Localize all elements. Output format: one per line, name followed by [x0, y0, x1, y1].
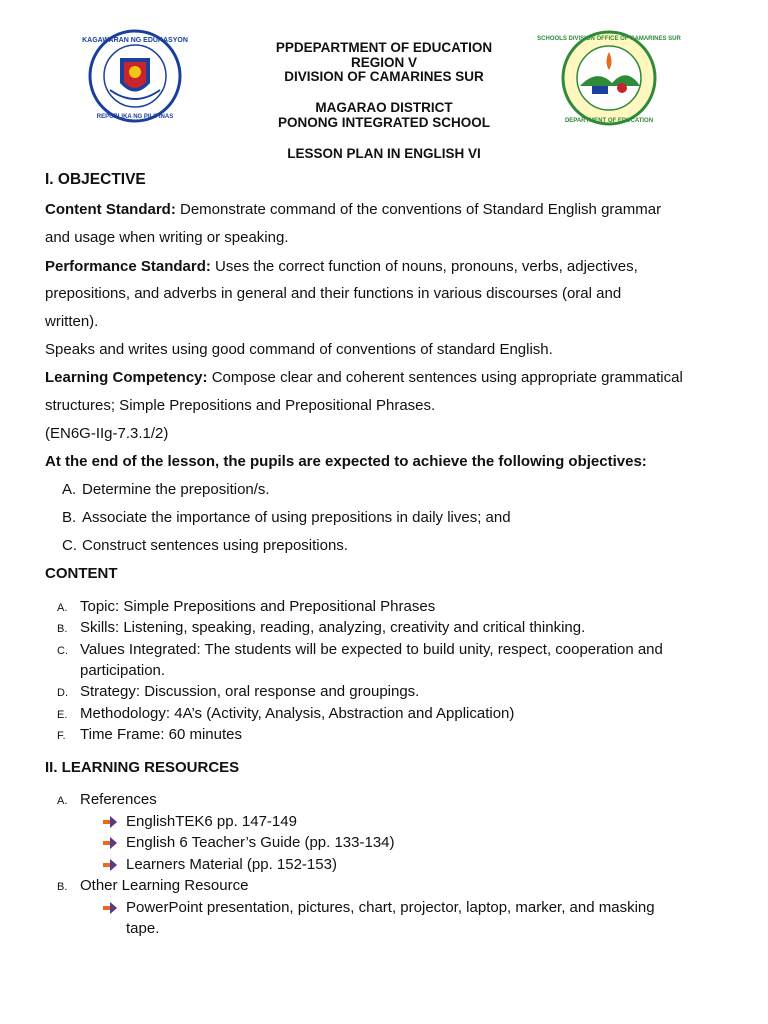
list-text: Skills: Listening, speaking, reading, analyzing, creativity and critical thinking. — [80, 619, 586, 636]
list-letter: F. — [57, 730, 66, 742]
header-region: REGION V — [350, 55, 417, 70]
header-school: PONONG INTEGRATED SCHOOL — [277, 115, 490, 130]
list-text: Determine the preposition/s. — [82, 481, 270, 498]
list-letter: D. — [57, 687, 68, 699]
list-text: tape. — [126, 920, 160, 937]
learning-competency-label: Learning Competency: — [45, 369, 208, 386]
performance-standard-line2: prepositions, and adverbs in general and their functions in various discourses (oral and — [45, 285, 622, 302]
list-letter: A. — [57, 795, 68, 807]
learning-competency-text: Compose clear and coherent sentences using appropriate grammatical — [207, 369, 683, 386]
list-letter: B. — [62, 509, 77, 526]
list-text: Values Integrated: The students will be expected to build unity, respect, cooperation and — [80, 641, 663, 658]
objectives-intro: At the end of the lesson, the pupils are expected to achieve the following objectives: — [45, 453, 647, 470]
svg-text:REPUBLIKA NG PILIPINAS: REPUBLIKA NG PILIPINAS — [96, 114, 174, 120]
list-text: Other Learning Resource — [80, 877, 249, 894]
list-letter: B. — [57, 881, 68, 893]
content-standard-line1 — [45, 201, 745, 218]
list-text: Construct sentences using prepositions. — [82, 537, 348, 554]
list-text: participation. — [80, 662, 166, 679]
list-text: References — [80, 791, 157, 808]
performance-standard-line1 — [45, 258, 745, 275]
header-district: MAGARAO DISTRICT — [315, 100, 453, 115]
performance-standard-line3: written). — [45, 313, 99, 330]
svg-text:DEPARTMENT OF EDUCATION: DEPARTMENT OF EDUCATION — [564, 118, 654, 124]
arrow-bullet-icon — [103, 859, 117, 871]
header-division: DIVISION OF CAMARINES SUR — [284, 69, 484, 84]
arrow-bullet-icon — [103, 816, 117, 828]
list-letter: B. — [57, 623, 68, 635]
competency-code: (EN6G-IIg-7.3.1/2) — [45, 425, 169, 442]
header-dept: PPDEPARTMENT OF EDUCATION — [275, 40, 493, 55]
list-text: Time Frame: 60 minutes — [80, 726, 242, 743]
list-text: Methodology: 4A’s (Activity, Analysis, Abstraction and Application) — [80, 705, 515, 722]
svg-text:SCHOOLS DIVISION OFFICE OF CAM: SCHOOLS DIVISION OFFICE OF CAMARINES SUR — [537, 36, 681, 42]
performance-standard-text: Uses the correct function of nouns, pronouns, verbs, adjectives, — [210, 258, 638, 275]
list-letter: C. — [62, 537, 77, 554]
list-letter: E. — [57, 709, 68, 721]
speaks-writes-line: Speaks and writes using good command of conventions of standard English. — [45, 341, 553, 358]
list-letter: A. — [57, 602, 68, 614]
list-text: EnglishTEK6 pp. 147-149 — [126, 813, 297, 830]
list-text: English 6 Teacher’s Guide (pp. 133-134) — [126, 834, 395, 851]
objective-heading: I. OBJECTIVE — [45, 171, 146, 188]
arrow-bullet-icon — [103, 837, 117, 849]
list-letter: A. — [62, 481, 77, 498]
content-standard-line2: and usage when writing or speaking. — [45, 229, 289, 246]
list-text: Learners Material (pp. 152-153) — [126, 856, 337, 873]
performance-standard-label: Performance Standard: — [45, 258, 211, 275]
list-text: Strategy: Discussion, oral response and groupings. — [80, 683, 420, 700]
lesson-plan-title: LESSON PLAN IN ENGLISH VI — [287, 146, 481, 161]
content-standard-label: Content Standard: — [45, 201, 176, 218]
list-text: PowerPoint presentation, pictures, chart, projector, laptop, marker, and masking — [126, 899, 655, 916]
list-text: Associate the importance of using prepositions in daily lives; and — [82, 509, 511, 526]
content-heading: CONTENT — [45, 565, 118, 582]
content-standard-text: Demonstrate command of the conventions of Standard English grammar — [175, 201, 662, 218]
arrow-bullet-icon — [103, 902, 117, 914]
list-letter: C. — [57, 645, 68, 657]
learning-resources-heading: II. LEARNING RESOURCES — [45, 759, 240, 776]
list-text: Topic: Simple Prepositions and Prepositional Phrases — [80, 598, 436, 615]
svg-text:KAGAWARAN NG EDUKASYON: KAGAWARAN NG EDUKASYON — [82, 37, 188, 44]
learning-competency-line1 — [45, 369, 745, 386]
learning-competency-line2: structures; Simple Prepositions and Prepositional Phrases. — [45, 397, 436, 414]
